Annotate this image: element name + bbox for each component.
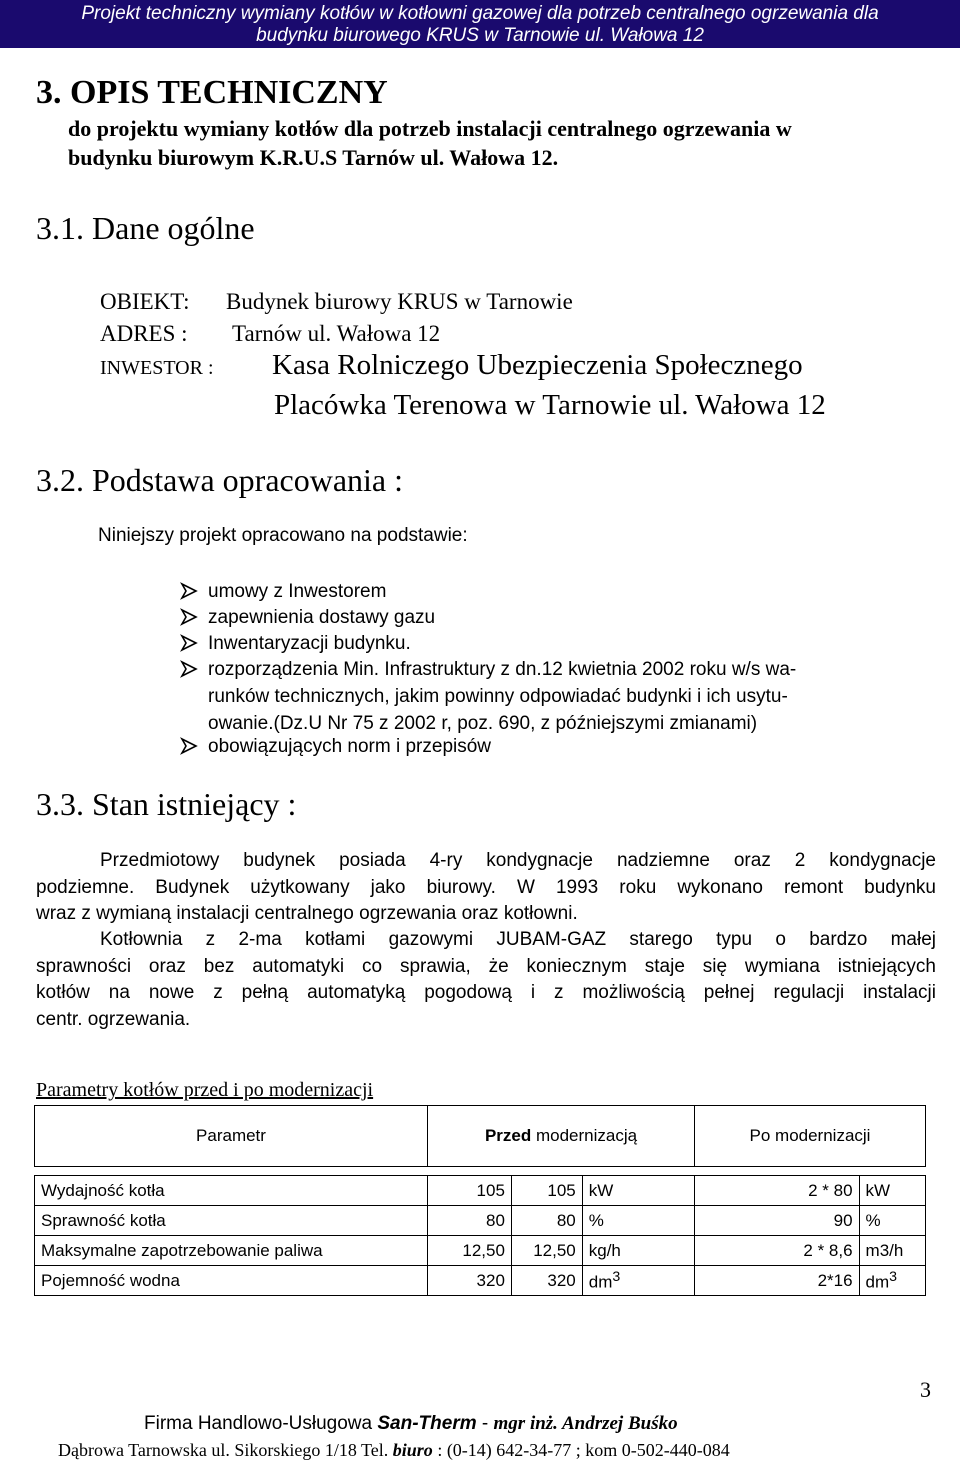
table-row: Wydajność kotła 105 105 kW 2 * 80 kW [35, 1176, 926, 1206]
header-po: Po modernizacji [695, 1106, 926, 1167]
list-item: obowiązujących norm i przepisów [208, 733, 491, 760]
arrow-bullet-icon [180, 582, 198, 600]
section-3-3-title: 3.3. Stan istniejący : [36, 786, 297, 822]
obiekt-label: OBIEKT: [100, 289, 190, 314]
table-caption: Parametry kotłów przed i po modernizacji [36, 1079, 374, 1101]
parameters-table [34, 1105, 926, 1296]
header-parametr: Parametr [35, 1106, 428, 1167]
footer-person: mgr inż. Andrzej Buśko [493, 1413, 678, 1434]
inwestor-line-2: Placówka Terenowa w Tarnowie ul. Wałowa 12 [274, 389, 826, 421]
inwestor-label: INWESTOR : [100, 357, 214, 379]
table-header-row [35, 1106, 926, 1167]
section-3-title: 3. OPIS TECHNICZNY [36, 74, 388, 111]
section-3-1-title: 3.1. Dane ogólne [36, 210, 255, 246]
adres-label: ADRES : [100, 321, 188, 346]
section-3-2-title: 3.2. Podstawa opracowania : [36, 462, 404, 498]
list-item: Inwentaryzacji budynku. [208, 630, 411, 657]
list-item: zapewnienia dostawy gazu [208, 604, 435, 631]
page-header [0, 0, 960, 48]
header-line-2: budynku biurowego KRUS w Tarnowie ul. Wałowa 12 [256, 25, 704, 46]
list-item: umowy z Inwestorem [208, 578, 386, 605]
table-row: Pojemność wodna 320 320 $dm^3$ 2*16 $dm^3$ [35, 1266, 926, 1296]
table-row: Maksymalne zapotrzebowanie paliwa 12,50 12,50 kg/h 2 * 8,6 m3/h [35, 1236, 926, 1266]
obiekt-value: Budynek biurowy KRUS w Tarnowie [226, 289, 573, 314]
footer-address-line: Dąbrowa Tarnowska ul. Sikorskiego 1/18 Tel. biuro : (0-14) 642-34-77 ; kom 0-502-440-084 [58, 1440, 730, 1460]
arrow-bullet-icon [180, 608, 198, 626]
header-przed: Przed modernizacją [428, 1106, 695, 1167]
arrow-bullet-icon [180, 737, 198, 755]
footer-firm-name: San-Therm [377, 1413, 477, 1434]
section-3-subtitle-line-1: do projektu wymiany kotłów dla potrzeb instalacji centralnego ogrzewania w [68, 116, 792, 141]
list-item: rozporządzenia Min. Infrastruktury z dn.12 kwietnia 2002 roku w/s wa- runków technicznych, jakim powinny odpowiadać budynki i ich usytu- owanie.(Dz.U Nr 75 z 2002 r, poz. 690, z późniejszymi zmianami) [208, 656, 796, 737]
header-line-1: Projekt techniczny wymiany kotłów w kotłowni gazowej dla potrzeb centralnego ogrzewania dla [81, 3, 879, 24]
adres-value: Tarnów ul. Wałowa 12 [232, 321, 441, 346]
footer-firm-line: Firma Handlowo-Usługowa San-Therm - mgr inż. Andrzej Buśko [144, 1413, 678, 1434]
section-3-subtitle-line-2: budynku biurowym K.R.U.S Tarnów ul. Wałowa 12. [68, 145, 559, 170]
arrow-bullet-icon [180, 634, 198, 652]
paragraph-stan: Przedmiotowy budynek posiada 4-ry kondygnacje nadziemne oraz 2 kondygnacje podziemne. Budynek użytkowany jako biurowy. W 1993 roku wykonano remont budynku wraz z wymianą instalacji centralnego ogrzewania oraz kotłowni. [36, 850, 936, 924]
page-number: 3 [920, 1377, 931, 1402]
table-row: Sprawność kotła 80 80 % 90 % [35, 1206, 926, 1236]
paragraph-kotlownia: Kotłownia z 2-ma kotłami gazowymi JUBAM-GAZ starego typu o bardzo małej sprawności oraz bez automatyki co sprawia, że koniecznym staje się wymiana istniejących kotłów na nowe z pełną automatyką pogodową i z możliwością pełnej regulacji instalacji centr. ogrzewania. [36, 929, 936, 1030]
inwestor-line-1: Kasa Rolniczego Ubezpieczenia Społecznego [272, 349, 803, 381]
arrow-bullet-icon [180, 660, 198, 678]
section-3-2-intro: Niniejszy projekt opracowano na podstawie: [98, 525, 468, 546]
